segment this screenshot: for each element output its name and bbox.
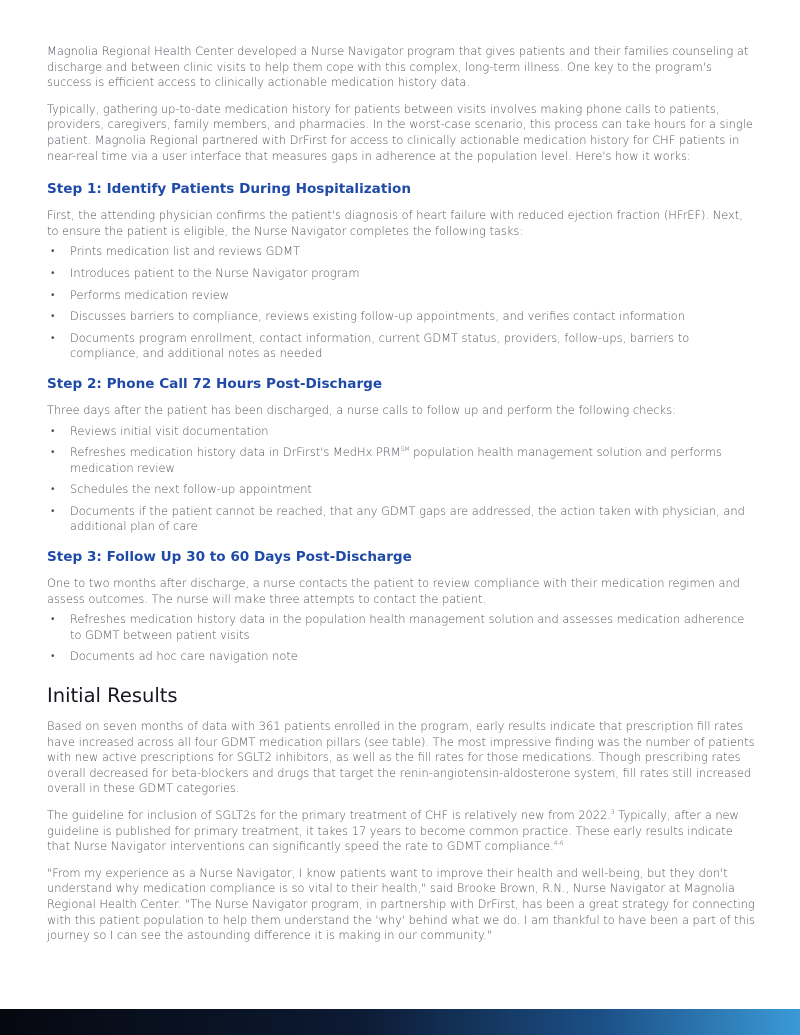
bullet-icon: • [51,311,55,323]
list-item: • Refreshes medication history data in the population health management solution and assesses medication adherence to GDMT between patient visits [51,612,745,642]
intro-paragraph-2: Typically, gathering up-to-date medication history for patients between visits involves making phone calls to patients, providers, caregivers, family members, and pharmacies. In the worst-case scenario, this process can take hours for a single patient. Magnolia Regional partnered with DrFirst for access to clinically actionable medication history for CHF patients in near-real time via a user interface that measures gaps in adherence at the population level. Here's how it works: [47,101,753,163]
citation-4-6: 4-6 [553,840,564,848]
step1-intro: First, the attending physician confirms the patient's diagnosis of heart failure with reduced ejection fraction (HFrEF). Next, to ensure the patient is eligible, the Nurse Navigator completes the following tasks: [47,208,743,238]
results-quote: "From my experience as a Nurse Navigator, I know patients want to improve their health and well-being, but they don't understand why medication compliance is so vital to their health," said Brooke Brown, R.N., Nurse Navigator at Magnolia Regional Health Center. "The Nurse Navigator program, in partnership with DrFirst, has been a great strategy for connecting with this patient population to help them understand the 'why' behind what we do. I am thankful to have been a part of this journey so I can see the astounding difference it is making in our community." [47,865,755,943]
list-item: • Documents if the patient cannot be reached, that any GDMT gaps are addressed, the action taken with physician, and additional plan of care [51,503,745,534]
bullet-icon: • [51,651,55,663]
footer-gradient-bar [0,1009,800,1035]
list-item: • Refreshes medication history data in DrFirst's MedHx PRM℠ population health management solution and performs medication review [51,445,722,475]
list-item: • Schedules the next follow-up appointment [51,482,312,497]
list-item: • Documents ad hoc care navigation note [51,649,298,664]
bullet-icon: • [51,289,55,301]
intro-paragraph-1: Magnolia Regional Health Center developed a Nurse Navigator program that gives patients and their families counseling at discharge and between clinic visits to help them cope with this complex, long-term illness. One key to the program's success is efficient access to clinically actionable medication history data. [47,44,749,90]
step3-intro: One to two months after discharge, a nurse contacts the patient to review compliance with their medication regimen and assess outcomes. The nurse will make three attempts to contact the patient. [47,576,740,606]
step3-list [47,612,755,665]
list-item: • Documents program enrollment, contact information, current GDMT status, providers, follow-ups, barriers to compliance, and additional notes as needed [51,330,690,361]
service-mark: SM [400,446,410,454]
list-item: • Reviews initial visit documentation [51,423,269,438]
bullet-icon: • [51,447,55,459]
results-heading: Initial Results [47,684,178,708]
bullet-icon: • [51,505,55,517]
step2-list [47,424,755,536]
results-paragraph-1: Based on seven months of data with 361 patients enrolled in the program, early results indicate that prescription fill rates have increased across all four GDMT medication pillars (see table). The most impressive finding was the number of patients with new active prescriptions for SGLT2 inhibitors, as well as the fill rates for those medications. Though prescribing rates overall decreased for beta-blockers and drugs that target the renin-angiotensin-aldosterone system, fill rates still increased overall in these GDMT categories. [47,719,755,796]
bullet-icon: • [51,332,55,344]
step1-heading: Step 1: Identify Patients During Hospitalization [47,181,412,198]
step2-intro: Three days after the patient has been discharged, a nurse calls to follow up and perform the following checks: [47,402,676,417]
step1-list [47,244,755,362]
step2-heading: Step 2: Phone Call 72 Hours Post-Discharge [47,375,383,392]
list-item: • Introduces patient to the Nurse Navigator program [51,265,360,280]
list-item: • Discusses barriers to compliance, reviews existing follow-up appointments, and verifies contact information [51,309,685,324]
bullet-icon: • [51,484,55,496]
bullet-icon: • [51,425,55,437]
bullet-icon: • [51,246,55,258]
citation-3: 3 [610,809,615,816]
document-body [47,44,755,944]
bullet-icon: • [51,614,55,626]
list-item: • Prints medication list and reviews GDMT [51,244,300,259]
list-item: • Performs medication review [51,287,230,302]
results-paragraph-2: The guideline for inclusion of SGLT2s for the primary treatment of CHF is relatively new from 2022.$^3$ Typically, after a new guideline is published for primary treatment, it takes 17 years to become common practice. These early results indicate that Nurse Navigator interventions can significantly speed the rate to GDMT compliance.$^{4-6}$ [47,808,739,854]
step3-heading: Step 3: Follow Up 30 to 60 Days Post-Discharge [47,549,412,566]
bullet-icon: • [51,267,55,279]
